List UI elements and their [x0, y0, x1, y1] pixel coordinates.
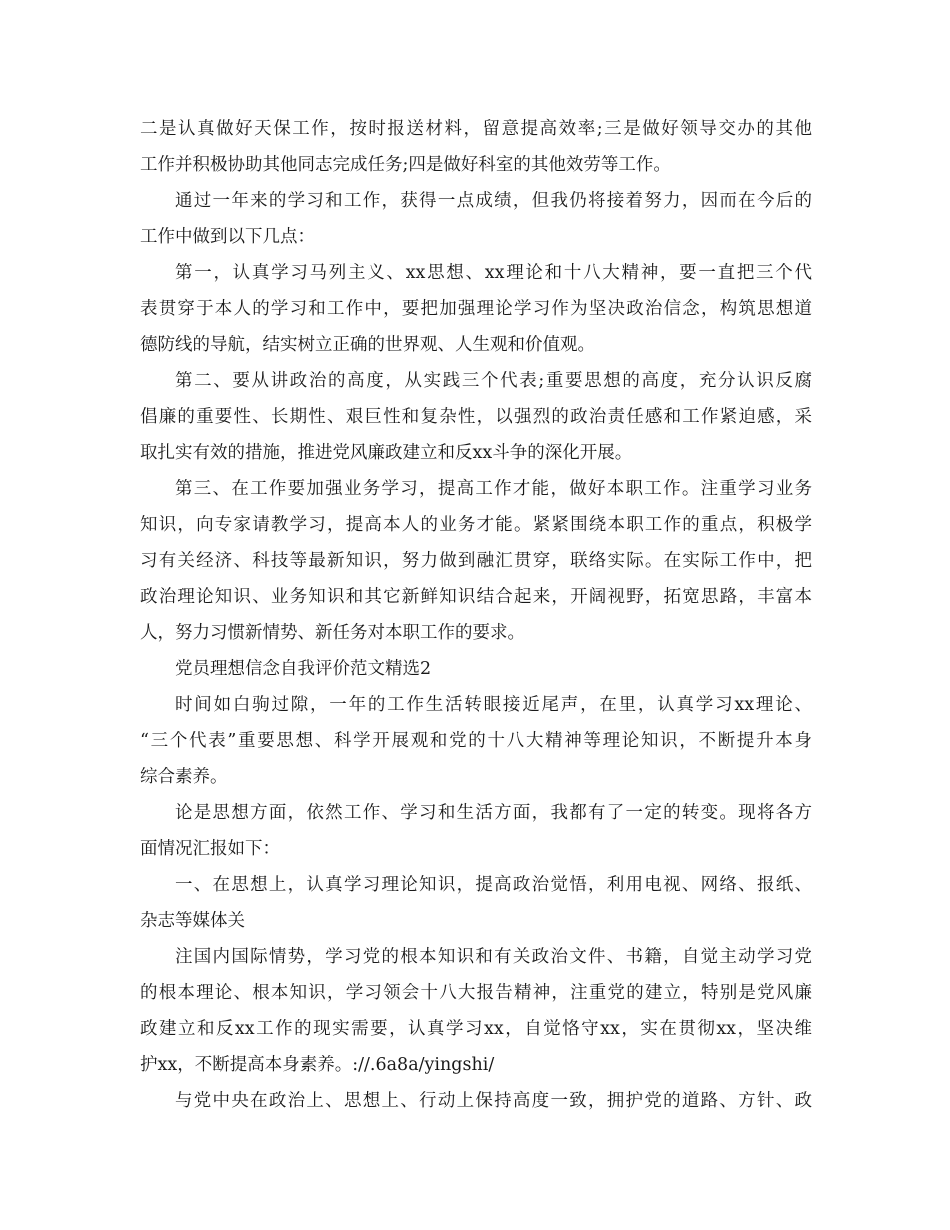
- paragraph-line: 取扎实有效的措施，推进党风廉政建立和反xx斗争的深化开展。: [140, 443, 633, 463]
- paragraph-line: 德防线的导航，结实树立正确的世界观、人生观和价值观。: [140, 335, 595, 355]
- paragraph-line: 政治理论知识、业务知识和其它新鲜知识结合起来，开阔视野，拓宽思路，丰富本: [140, 587, 812, 607]
- paragraph-line: 知识，向专家请教学习，提高本人的业务才能。紧紧围绕本职工作的重点，积极学: [140, 515, 812, 535]
- paragraph-line: 面情况汇报如下：: [140, 839, 280, 859]
- paragraph-line: 工作中做到以下几点：: [140, 227, 315, 247]
- paragraph-line: 时间如白驹过隙，一年的工作生活转眼接近尾声，在里，认真学习xx理论、: [175, 695, 812, 715]
- paragraph-line: 论是思想方面，依然工作、学习和生活方面，我都有了一定的转变。现将各方: [175, 803, 812, 823]
- paragraph-line: 第一，认真学习马列主义、xx思想、xx理论和十八大精神，要一直把三个代: [175, 263, 812, 283]
- paragraph-line: 二是认真做好天保工作，按时报送材料，留意提高效率;三是做好领导交办的其他: [140, 119, 812, 139]
- section-heading: 党员理想信念自我评价范文精选2: [175, 659, 432, 679]
- paragraph-line: “三个代表”重要思想、科学开展观和党的十八大精神等理论知识，不断提升本身: [140, 731, 812, 751]
- paragraph-line: 表贯穿于本人的学习和工作中，要把加强理论学习作为坚决政治信念，构筑思想道: [140, 299, 812, 319]
- paragraph-line: 护xx，不断提高本身素养。://.6a8a/yingshi/: [140, 1055, 495, 1075]
- paragraph-line: 通过一年来的学习和工作，获得一点成绩，但我仍将接着努力，因而在今后的: [175, 191, 812, 211]
- paragraph-line: 习有关经济、科技等最新知识，努力做到融汇贯穿，联络实际。在实际工作中，把: [140, 551, 812, 571]
- paragraph-line: 倡廉的重要性、长期性、艰巨性和复杂性，以强烈的政治责任感和工作紧迫感，采: [140, 407, 812, 427]
- paragraph-line: 综合素养。: [140, 767, 228, 787]
- paragraph-line: 与党中央在政治上、思想上、行动上保持高度一致，拥护党的道路、方针、政: [175, 1091, 812, 1111]
- paragraph-line: 第二、要从讲政治的高度，从实践三个代表;重要思想的高度，充分认识反腐: [175, 371, 812, 391]
- paragraph-line: 第三、在工作要加强业务学习，提高工作才能，做好本职工作。注重学习业务: [175, 479, 812, 499]
- paragraph-line: 杂志等媒体关: [140, 911, 245, 931]
- paragraph-line: 人，努力习惯新情势、新任务对本职工作的要求。: [140, 623, 525, 643]
- paragraph-line: 工作并积极协助其他同志完成任务;四是做好科室的其他效劳等工作。: [140, 155, 671, 175]
- paragraph-line: 注国内国际情势，学习党的根本知识和有关政治文件、书籍，自觉主动学习党: [175, 947, 812, 967]
- paragraph-line: 政建立和反xx工作的现实需要，认真学习xx，自觉恪守xx，实在贯彻xx，坚决维: [140, 1019, 812, 1039]
- paragraph-line: 一、在思想上，认真学习理论知识，提高政治觉悟，利用电视、网络、报纸、: [175, 875, 812, 895]
- paragraph-line: 的根本理论、根本知识，学习领会十八大报告精神，注重党的建立，特别是党风廉: [140, 983, 812, 1003]
